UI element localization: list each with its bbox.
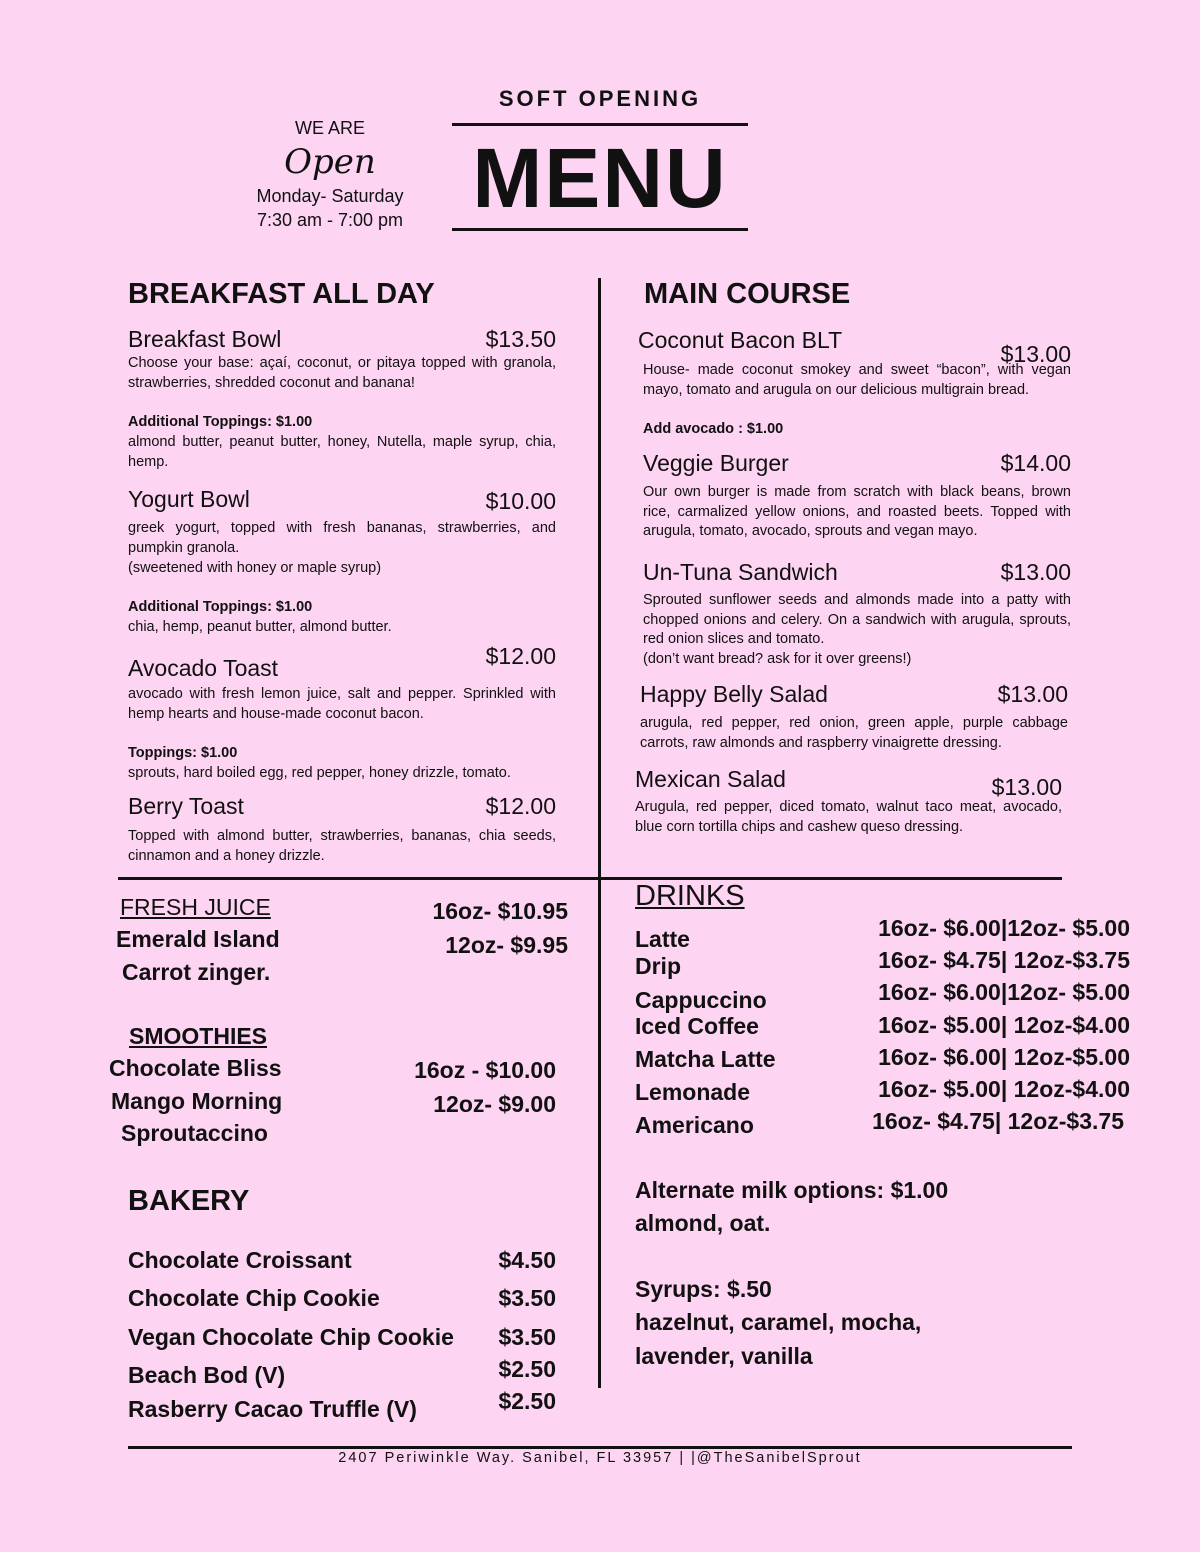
avocado-toast-price: $12.00 (485, 643, 556, 669)
avocado-toast-toppings: sprouts, hard boiled egg, red pepper, honey drizzle, tomato. (128, 765, 511, 781)
avocado-toast-desc: avocado with fresh lemon juice, salt and pepper. Sprinkled with hemp hearts and house-made coconut bacon. (128, 686, 556, 722)
bakery-item-price: $3.50 (498, 1324, 556, 1350)
un-tuna-desc-note: (don’t want bread? ask for it over greens!) (643, 651, 912, 667)
veggie-burger-price: $14.00 (1000, 450, 1071, 476)
berry-toast-price: $12.00 (485, 793, 556, 819)
center-divider (598, 278, 601, 1388)
smoothie-item: Sproutaccino (121, 1120, 268, 1146)
yogurt-bowl-toppings: chia, hemp, peanut butter, almond butter. (128, 619, 392, 635)
bakery-item-name: Chocolate Croissant (128, 1247, 352, 1273)
breakfast-heading: BREAKFAST ALL DAY (128, 278, 435, 310)
breakfast-bowl-toppings-label: Additional Toppings: $1.00 (128, 414, 313, 430)
berry-toast-name: Berry Toast (128, 793, 244, 819)
yogurt-bowl-name: Yogurt Bowl (128, 486, 250, 512)
breakfast-bowl-name: Breakfast Bowl (128, 326, 282, 352)
yogurt-bowl-desc: greek yogurt, topped with fresh bananas, strawberries, and pumpkin granola. (128, 520, 556, 556)
avocado-toast-toppings-label: Toppings: $1.00 (128, 745, 238, 761)
smoothie-price-12oz: 12oz- $9.00 (433, 1091, 556, 1117)
drink-item-price: 16oz- $6.00| 12oz-$5.00 (878, 1044, 1130, 1070)
drink-item-name: Latte (635, 926, 690, 952)
coconut-blt-name: Coconut Bacon BLT (638, 327, 843, 353)
yogurt-bowl-toppings-label: Additional Toppings: $1.00 (128, 599, 313, 615)
menu-title: MENU (472, 131, 728, 225)
drink-item-price: 16oz- $5.00| 12oz-$4.00 (878, 1076, 1130, 1102)
drink-item-name: Americano (635, 1112, 754, 1138)
syrups-label: Syrups: $.50 (635, 1276, 772, 1302)
breakfast-bowl-price: $13.50 (485, 326, 556, 352)
bakery-item-name: Rasberry Cacao Truffle (V) (128, 1396, 417, 1422)
veggie-burger-name: Veggie Burger (643, 450, 789, 476)
juice-item: Emerald Island (116, 926, 280, 952)
un-tuna-price: $13.00 (1000, 559, 1071, 585)
horizontal-divider (118, 877, 1062, 880)
un-tuna-name: Un-Tuna Sandwich (643, 559, 838, 585)
alt-milk-options: almond, oat. (635, 1210, 771, 1236)
drink-item-name: Matcha Latte (635, 1046, 776, 1072)
drink-item-price: 16oz- $4.75| 12oz-$3.75 (872, 1108, 1124, 1134)
drink-item-name: Cappuccino (635, 987, 767, 1013)
drink-item-name: Lemonade (635, 1079, 751, 1105)
breakfast-bowl-toppings: almond butter, peanut butter, honey, Nutella, maple syrup, chia, hemp. (128, 434, 556, 470)
drinks-heading: DRINKS (635, 880, 745, 912)
un-tuna-desc: Sprouted sunflower seeds and almonds made into a patty with chopped onions and celery. On a sandwich with arugula, sprouts, red onion slices and tomato. (643, 592, 1071, 647)
happy-belly-name: Happy Belly Salad (640, 681, 828, 707)
fresh-juice-heading: FRESH JUICE (120, 894, 271, 920)
drink-item-price: 16oz- $5.00| 12oz-$4.00 (878, 1012, 1130, 1038)
yogurt-bowl-desc-note: (sweetened with honey or maple syrup) (128, 560, 382, 576)
smoothie-item: Chocolate Bliss (109, 1055, 282, 1081)
drink-item-price: 16oz- $6.00|12oz- $5.00 (878, 915, 1130, 941)
bakery-item-name: Chocolate Chip Cookie (128, 1285, 380, 1311)
syrups-options-line1: hazelnut, caramel, mocha, (635, 1309, 922, 1335)
juice-item: Carrot zinger. (122, 959, 271, 985)
syrups-options-line2: lavender, vanilla (635, 1343, 813, 1369)
footer-rule (128, 1446, 1072, 1449)
smoothie-price-16oz: 16oz - $10.00 (414, 1057, 556, 1083)
drink-item-name: Iced Coffee (635, 1013, 759, 1039)
bakery-item-name: Vegan Chocolate Chip Cookie (128, 1324, 454, 1350)
veggie-burger-desc: Our own burger is made from scratch with black beans, brown rice, carmalized yellow onions, and roasted beets. Topped with arugula, tomato, avocado, sprouts and vegan mayo. (643, 484, 1071, 539)
mexican-salad-desc: Arugula, red pepper, diced tomato, walnut taco meat, avocado, blue corn tortilla chips and cashew queso dressing. (635, 799, 1062, 835)
breakfast-bowl-desc: Choose your base: açaí, coconut, or pitaya topped with granola, strawberries, shredded coconut and banana! (128, 355, 556, 391)
mexican-salad-name: Mexican Salad (635, 766, 786, 792)
happy-belly-price: $13.00 (997, 681, 1068, 707)
drink-item-price: 16oz- $6.00|12oz- $5.00 (878, 979, 1130, 1005)
bakery-item-price: $2.50 (498, 1356, 556, 1382)
days-text: Monday- Saturday (256, 186, 404, 206)
juice-price-12oz: 12oz- $9.95 (445, 932, 568, 958)
avocado-toast-name: Avocado Toast (128, 655, 279, 681)
footer-address: 2407 Periwinkle Way. Sanibel, FL 33957 | |@TheSanibelSprout (338, 1450, 862, 1466)
drink-item-price: 16oz- $4.75| 12oz-$3.75 (878, 947, 1130, 973)
happy-belly-desc: arugula, red pepper, red onion, green apple, purple cabbage carrots, raw almonds and raspberry vinaigrette dressing. (640, 715, 1068, 751)
berry-toast-desc: Topped with almond butter, strawberries, bananas, chia seeds, cinnamon and a honey drizzle. (128, 828, 556, 864)
smoothies-heading: SMOOTHIES (129, 1023, 268, 1049)
alt-milk-label: Alternate milk options: $1.00 (635, 1177, 949, 1203)
mexican-salad-price: $13.00 (991, 774, 1062, 800)
smoothie-item: Mango Morning (111, 1088, 283, 1114)
main-course-heading: MAIN COURSE (644, 278, 851, 310)
bakery-item-price: $4.50 (498, 1247, 556, 1273)
hours-block (230, 116, 430, 232)
bakery-item-name: Beach Bod (V) (128, 1362, 286, 1388)
open-script-text: Open (284, 142, 376, 182)
bakery-item-price: $2.50 (498, 1388, 556, 1414)
title-rule-top (452, 123, 748, 126)
hours-text: 7:30 am - 7:00 pm (256, 210, 404, 230)
drink-item-name: Drip (635, 953, 681, 979)
soft-opening-label: SOFT OPENING (498, 86, 702, 111)
title-rule-bottom (452, 228, 748, 231)
juice-price-16oz: 16oz- $10.95 (432, 898, 568, 924)
coconut-blt-desc: House- made coconut smokey and sweet “bacon”, with vegan mayo, tomato and arugula on our delicious multigrain bread. (643, 362, 1071, 398)
yogurt-bowl-price: $10.00 (485, 488, 556, 514)
bakery-heading: BAKERY (128, 1185, 250, 1217)
coconut-blt-avocado-addon: Add avocado : $1.00 (643, 421, 784, 437)
coconut-blt-price: $13.00 (1000, 341, 1071, 367)
we-are-text: WE ARE (294, 118, 365, 138)
bakery-item-price: $3.50 (498, 1285, 556, 1311)
